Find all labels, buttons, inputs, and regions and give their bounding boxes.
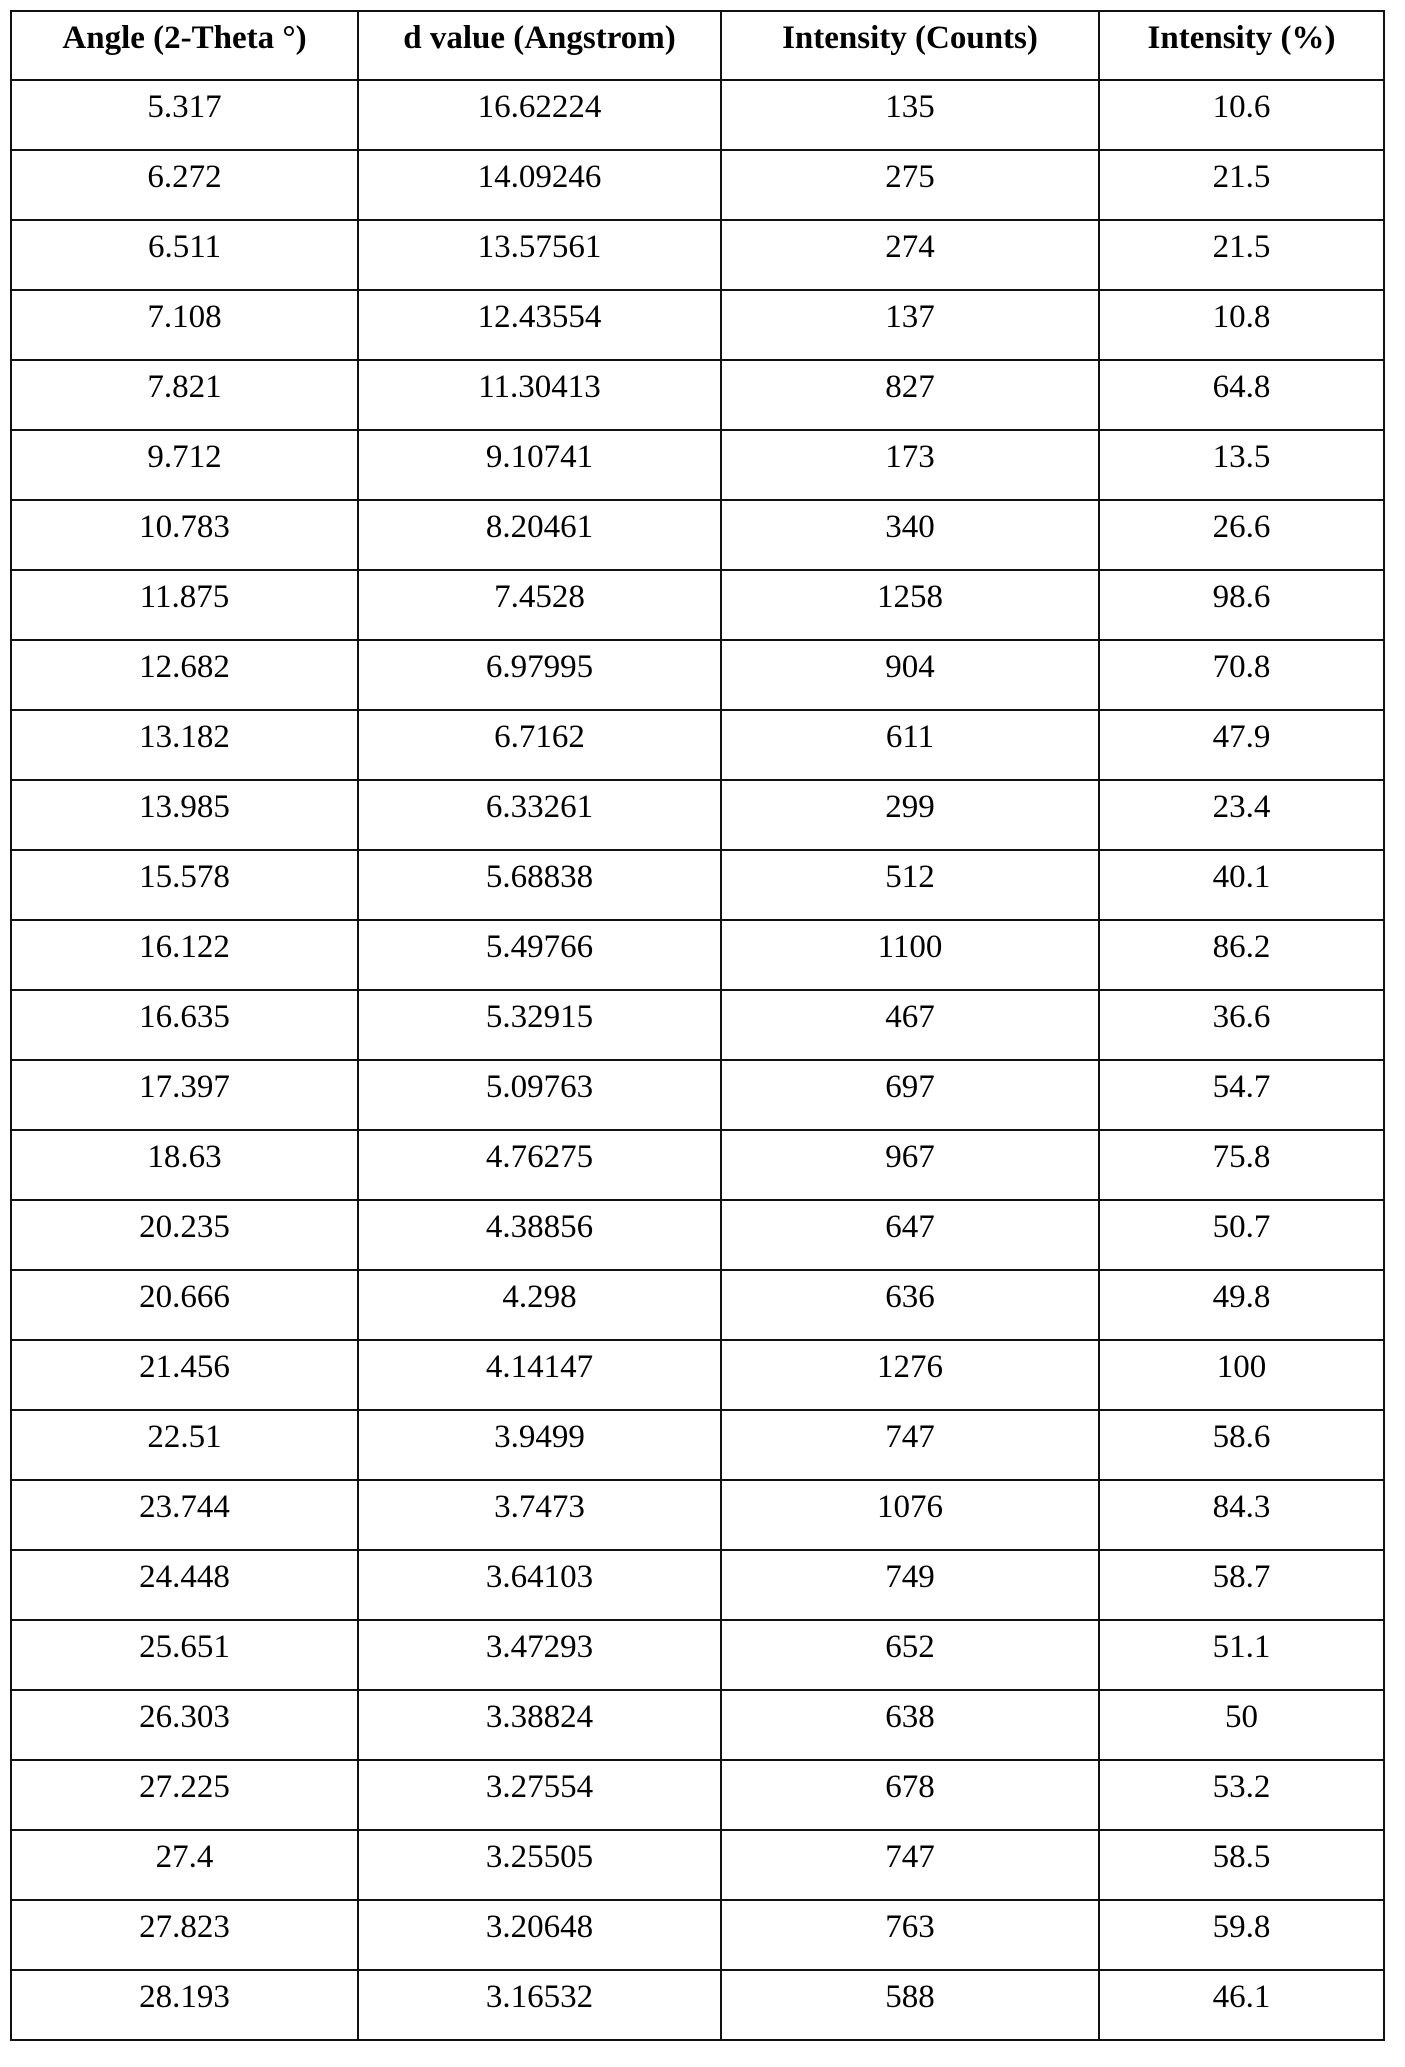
angle-cell: 7.821 (11, 360, 358, 430)
d-value-cell: 3.64103 (358, 1550, 721, 1620)
intensity-percent-cell: 58.5 (1099, 1830, 1384, 1900)
angle-cell: 27.225 (11, 1760, 358, 1830)
intensity-percent-cell: 23.4 (1099, 780, 1384, 850)
d-value-cell: 12.43554 (358, 290, 721, 360)
intensity-percent-cell: 21.5 (1099, 220, 1384, 290)
intensity-counts-cell: 512 (721, 850, 1099, 920)
intensity-counts-cell: 611 (721, 710, 1099, 780)
d-value-cell: 3.16532 (358, 1970, 721, 2040)
d-value-cell: 3.7473 (358, 1480, 721, 1550)
intensity-counts-cell: 275 (721, 150, 1099, 220)
angle-cell: 16.122 (11, 920, 358, 990)
d-value-cell: 6.33261 (358, 780, 721, 850)
d-value-cell: 11.30413 (358, 360, 721, 430)
angle-cell: 21.456 (11, 1340, 358, 1410)
d-value-cell: 5.49766 (358, 920, 721, 990)
table-row (11, 1130, 1384, 1200)
intensity-percent-cell: 13.5 (1099, 430, 1384, 500)
header-intensity-percent: Intensity (%) (1099, 11, 1384, 80)
table-row (11, 1760, 1384, 1830)
header-d-value: d value (Angstrom) (358, 11, 721, 80)
intensity-counts-cell: 173 (721, 430, 1099, 500)
intensity-percent-cell: 47.9 (1099, 710, 1384, 780)
intensity-counts-cell: 340 (721, 500, 1099, 570)
d-value-cell: 13.57561 (358, 220, 721, 290)
d-value-cell: 5.32915 (358, 990, 721, 1060)
intensity-percent-cell: 59.8 (1099, 1900, 1384, 1970)
intensity-counts-cell: 967 (721, 1130, 1099, 1200)
d-value-cell: 3.47293 (358, 1620, 721, 1690)
angle-cell: 12.682 (11, 640, 358, 710)
intensity-counts-cell: 1100 (721, 920, 1099, 990)
angle-cell: 9.712 (11, 430, 358, 500)
xrd-peak-table (10, 10, 1385, 2041)
intensity-counts-cell: 647 (721, 1200, 1099, 1270)
table-row (11, 430, 1384, 500)
table-row (11, 780, 1384, 850)
angle-cell: 24.448 (11, 1550, 358, 1620)
table-row (11, 1690, 1384, 1760)
intensity-percent-cell: 46.1 (1099, 1970, 1384, 2040)
intensity-percent-cell: 53.2 (1099, 1760, 1384, 1830)
table-row (11, 220, 1384, 290)
angle-cell: 20.666 (11, 1270, 358, 1340)
intensity-percent-cell: 75.8 (1099, 1130, 1384, 1200)
intensity-counts-cell: 749 (721, 1550, 1099, 1620)
intensity-counts-cell: 137 (721, 290, 1099, 360)
intensity-counts-cell: 588 (721, 1970, 1099, 2040)
angle-cell: 7.108 (11, 290, 358, 360)
table-row (11, 360, 1384, 430)
angle-cell: 20.235 (11, 1200, 358, 1270)
angle-cell: 22.51 (11, 1410, 358, 1480)
d-value-cell: 4.298 (358, 1270, 721, 1340)
table-row (11, 920, 1384, 990)
angle-cell: 28.193 (11, 1970, 358, 2040)
angle-cell: 17.397 (11, 1060, 358, 1130)
table-row (11, 1340, 1384, 1410)
intensity-counts-cell: 652 (721, 1620, 1099, 1690)
table-row (11, 290, 1384, 360)
table-row (11, 80, 1384, 150)
intensity-percent-cell: 50 (1099, 1690, 1384, 1760)
table-row (11, 1550, 1384, 1620)
d-value-cell: 6.97995 (358, 640, 721, 710)
table-row (11, 570, 1384, 640)
d-value-cell: 4.38856 (358, 1200, 721, 1270)
table-row (11, 710, 1384, 780)
table-row (11, 850, 1384, 920)
d-value-cell: 5.68838 (358, 850, 721, 920)
intensity-counts-cell: 1076 (721, 1480, 1099, 1550)
d-value-cell: 4.76275 (358, 1130, 721, 1200)
intensity-percent-cell: 70.8 (1099, 640, 1384, 710)
table-row (11, 1270, 1384, 1340)
header-angle: Angle (2-Theta °) (11, 11, 358, 80)
d-value-cell: 6.7162 (358, 710, 721, 780)
intensity-percent-cell: 98.6 (1099, 570, 1384, 640)
d-value-cell: 3.38824 (358, 1690, 721, 1760)
table-row (11, 640, 1384, 710)
intensity-counts-cell: 1276 (721, 1340, 1099, 1410)
d-value-cell: 7.4528 (358, 570, 721, 640)
angle-cell: 13.985 (11, 780, 358, 850)
table-row (11, 500, 1384, 570)
angle-cell: 10.783 (11, 500, 358, 570)
intensity-counts-cell: 135 (721, 80, 1099, 150)
header-intensity-counts: Intensity (Counts) (721, 11, 1099, 80)
intensity-percent-cell: 26.6 (1099, 500, 1384, 570)
angle-cell: 16.635 (11, 990, 358, 1060)
intensity-percent-cell: 51.1 (1099, 1620, 1384, 1690)
d-value-cell: 3.9499 (358, 1410, 721, 1480)
intensity-counts-cell: 747 (721, 1830, 1099, 1900)
table-row (11, 1900, 1384, 1970)
angle-cell: 27.823 (11, 1900, 358, 1970)
angle-cell: 15.578 (11, 850, 358, 920)
intensity-counts-cell: 636 (721, 1270, 1099, 1340)
intensity-percent-cell: 58.7 (1099, 1550, 1384, 1620)
table-row (11, 1970, 1384, 2040)
intensity-percent-cell: 49.8 (1099, 1270, 1384, 1340)
intensity-counts-cell: 747 (721, 1410, 1099, 1480)
d-value-cell: 3.27554 (358, 1760, 721, 1830)
angle-cell: 23.744 (11, 1480, 358, 1550)
intensity-percent-cell: 64.8 (1099, 360, 1384, 430)
d-value-cell: 3.20648 (358, 1900, 721, 1970)
intensity-percent-cell: 36.6 (1099, 990, 1384, 1060)
intensity-percent-cell: 10.6 (1099, 80, 1384, 150)
header-row (11, 11, 1384, 80)
angle-cell: 6.511 (11, 220, 358, 290)
intensity-percent-cell: 50.7 (1099, 1200, 1384, 1270)
intensity-counts-cell: 274 (721, 220, 1099, 290)
intensity-counts-cell: 763 (721, 1900, 1099, 1970)
angle-cell: 27.4 (11, 1830, 358, 1900)
angle-cell: 5.317 (11, 80, 358, 150)
intensity-counts-cell: 299 (721, 780, 1099, 850)
d-value-cell: 5.09763 (358, 1060, 721, 1130)
intensity-percent-cell: 54.7 (1099, 1060, 1384, 1130)
table-row (11, 990, 1384, 1060)
d-value-cell: 14.09246 (358, 150, 721, 220)
intensity-counts-cell: 697 (721, 1060, 1099, 1130)
intensity-percent-cell: 100 (1099, 1340, 1384, 1410)
d-value-cell: 3.25505 (358, 1830, 721, 1900)
angle-cell: 25.651 (11, 1620, 358, 1690)
intensity-counts-cell: 904 (721, 640, 1099, 710)
table-row (11, 1060, 1384, 1130)
d-value-cell: 9.10741 (358, 430, 721, 500)
angle-cell: 18.63 (11, 1130, 358, 1200)
intensity-counts-cell: 1258 (721, 570, 1099, 640)
intensity-counts-cell: 678 (721, 1760, 1099, 1830)
angle-cell: 6.272 (11, 150, 358, 220)
table-row (11, 1200, 1384, 1270)
table-row (11, 1830, 1384, 1900)
intensity-counts-cell: 467 (721, 990, 1099, 1060)
table-row (11, 1410, 1384, 1480)
intensity-percent-cell: 10.8 (1099, 290, 1384, 360)
intensity-percent-cell: 84.3 (1099, 1480, 1384, 1550)
d-value-cell: 4.14147 (358, 1340, 721, 1410)
table-row (11, 1620, 1384, 1690)
intensity-percent-cell: 86.2 (1099, 920, 1384, 990)
intensity-percent-cell: 58.6 (1099, 1410, 1384, 1480)
intensity-counts-cell: 638 (721, 1690, 1099, 1760)
intensity-percent-cell: 40.1 (1099, 850, 1384, 920)
angle-cell: 26.303 (11, 1690, 358, 1760)
table-row (11, 150, 1384, 220)
intensity-counts-cell: 827 (721, 360, 1099, 430)
angle-cell: 11.875 (11, 570, 358, 640)
d-value-cell: 16.62224 (358, 80, 721, 150)
table-row (11, 1480, 1384, 1550)
intensity-percent-cell: 21.5 (1099, 150, 1384, 220)
d-value-cell: 8.20461 (358, 500, 721, 570)
angle-cell: 13.182 (11, 710, 358, 780)
